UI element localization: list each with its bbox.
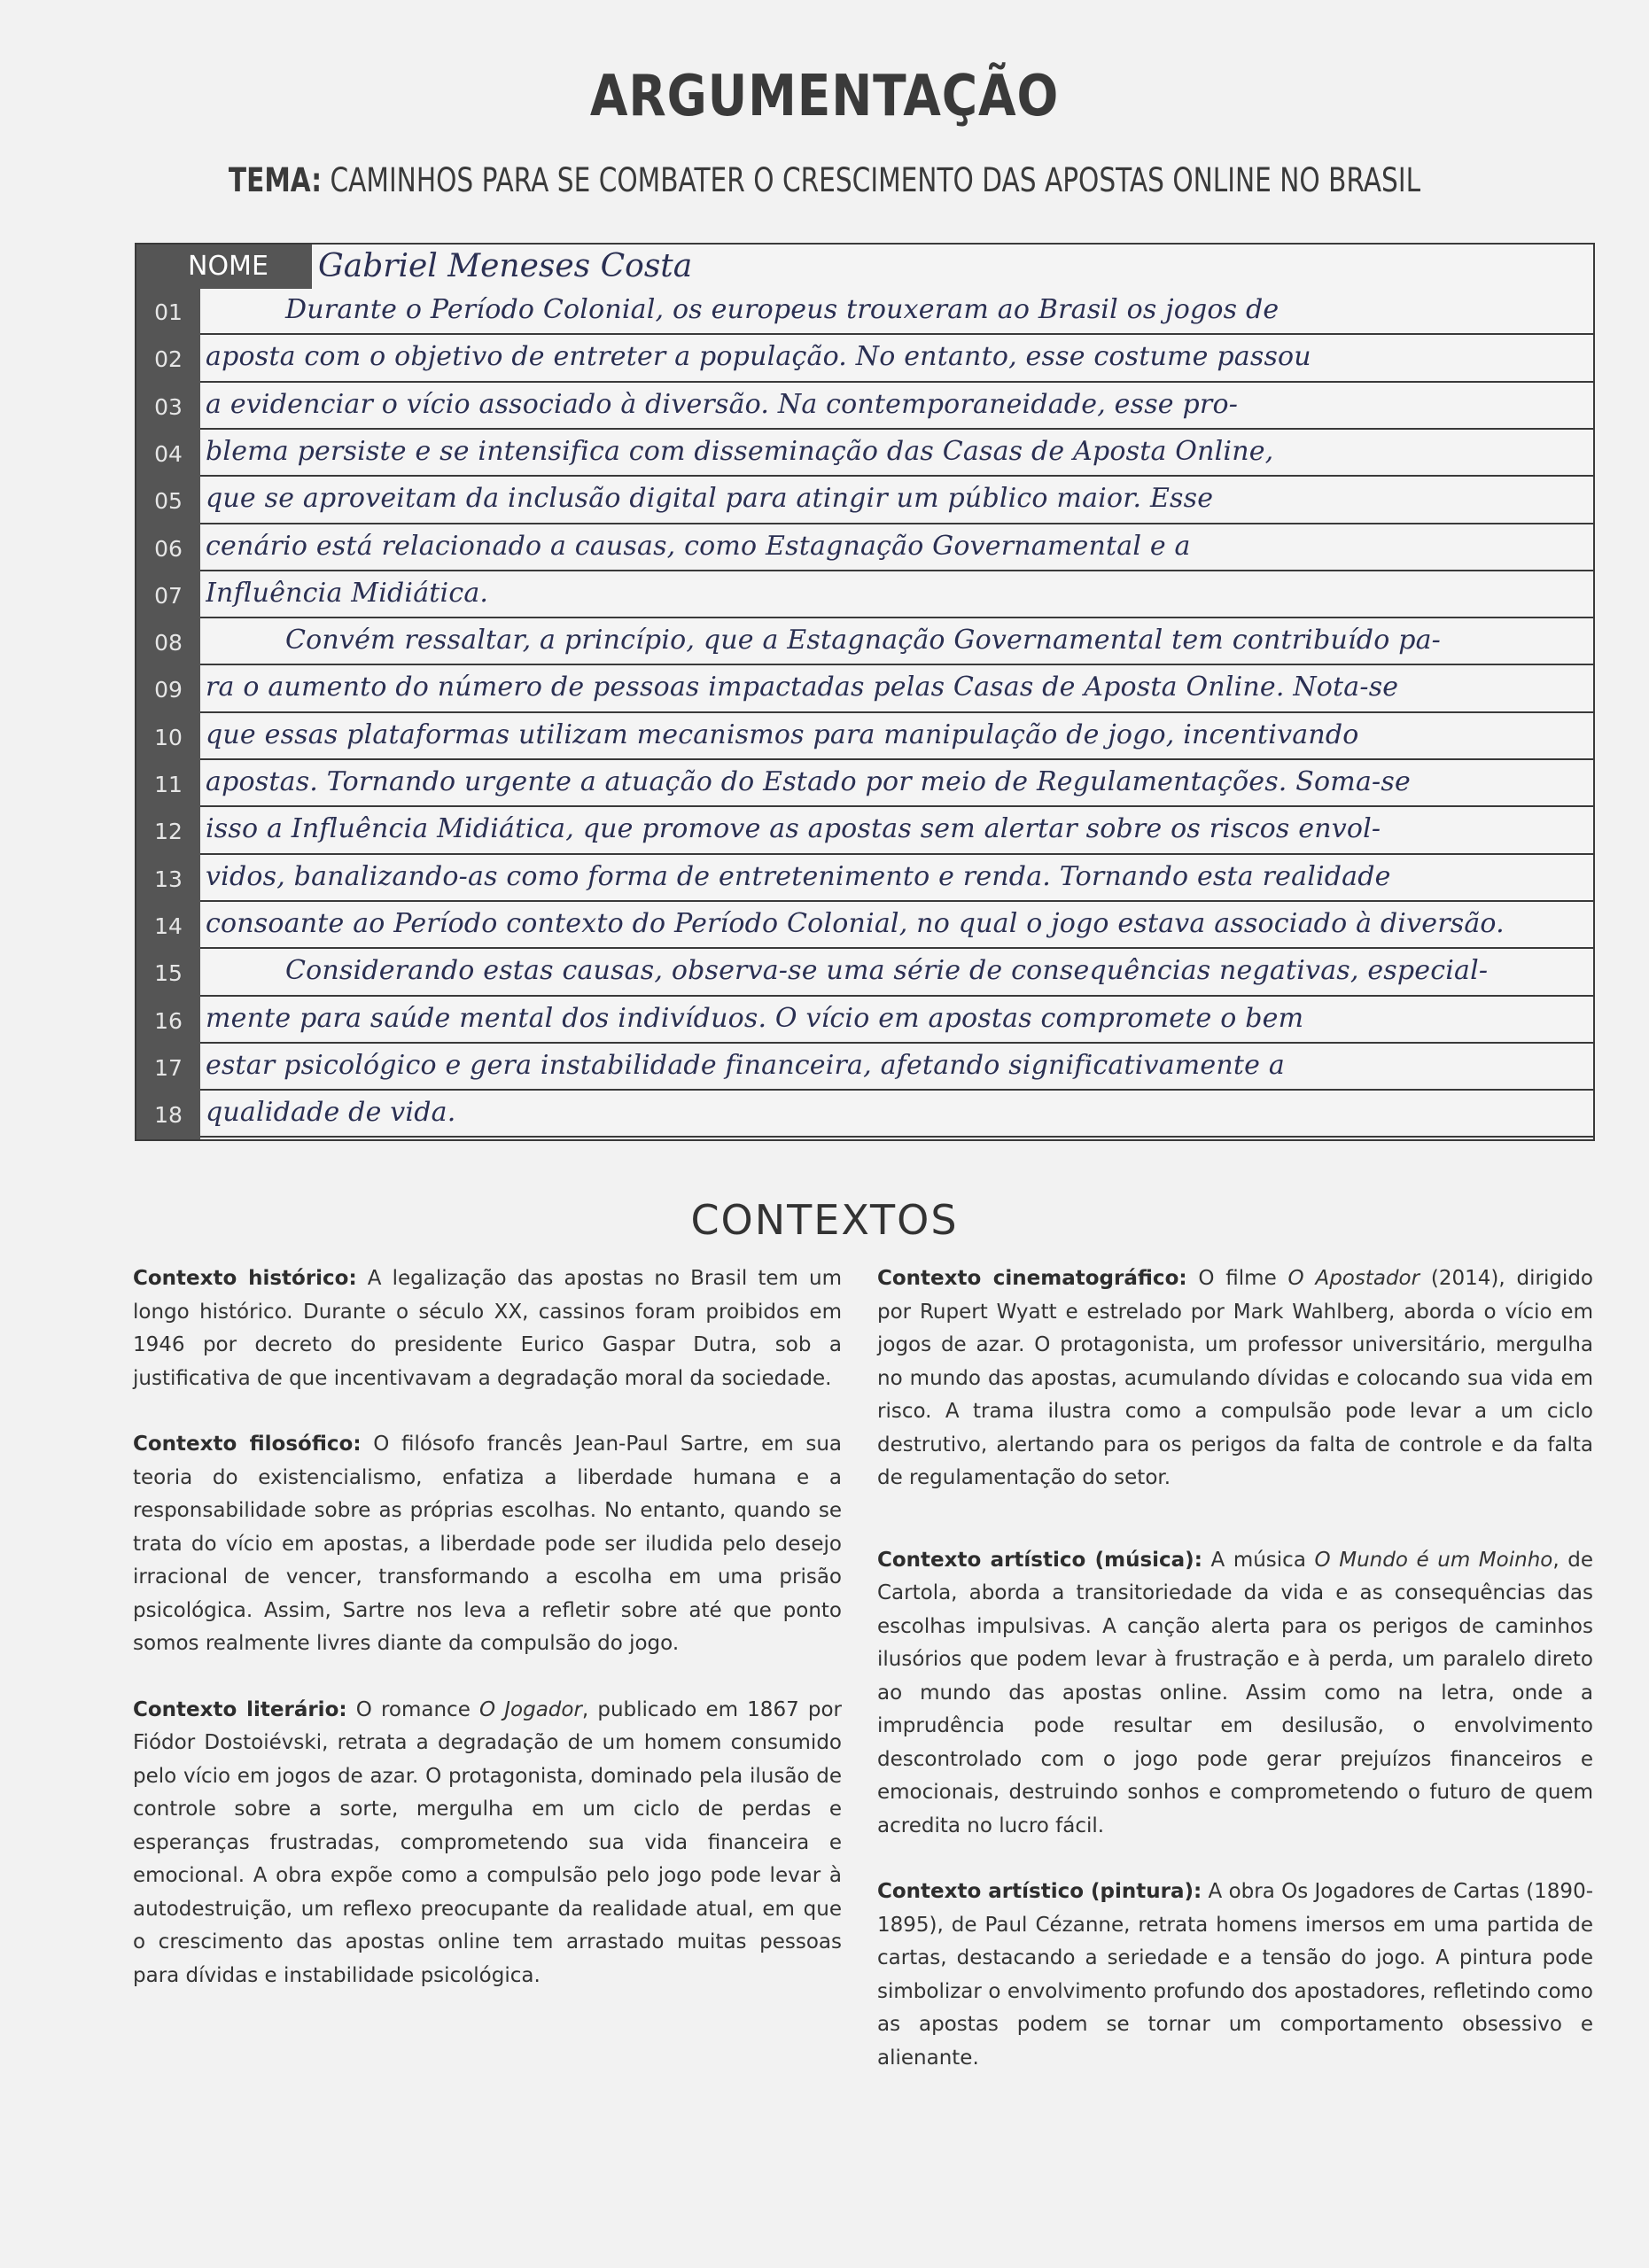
handwritten-line[interactable]: ra o aumento do número de pessoas impactadas pelas Casas de Aposta Online. Nota-se bbox=[206, 672, 1399, 703]
handwritten-line[interactable]: vidos, banalizando-as como forma de entretenimento e renda. Tornando esta realidade bbox=[206, 860, 1391, 892]
context-pre: O romance bbox=[346, 1697, 479, 1721]
context-text: , publicado em 1867 por Fiódor Dostoiévski, retrata a degradação de um homem consumido pelo vício em jogos de azar. O protagonista, dominado pela ilusão de controle sobre a sorte, mergulha em um ciclo de perdas e esperanças frustradas, comprometendo sua vida financeira e emocional. A obra expõe como a compulsão pelo jogo pode levar à autodestruição, um reflexo preocupante da realidade atual, em que o crescimento das apostas online tem arrastado muitas pessoas para dívidas e instabilidade psicológica. bbox=[133, 1697, 842, 1987]
ruled-line bbox=[200, 664, 1593, 665]
context-pintura bbox=[877, 1876, 1593, 2075]
line-number: 05 bbox=[154, 488, 183, 515]
line-number: 03 bbox=[154, 393, 183, 420]
line-number: 02 bbox=[154, 346, 183, 373]
context-label: Contexto histórico: bbox=[133, 1267, 357, 1290]
line-number: 09 bbox=[154, 677, 183, 703]
handwritten-line[interactable]: Influência Midiática. bbox=[206, 577, 489, 609]
theme-label: TEMA bbox=[228, 161, 312, 199]
handwritten-line[interactable]: a evidenciar o vício associado à diversão. Na contemporaneidade, esse pro- bbox=[206, 388, 1239, 420]
handwritten-line[interactable]: Convém ressaltar, a princípio, que a Estagnação Governamental tem contribuído pa- bbox=[285, 625, 1442, 656]
name-label: NOME bbox=[136, 245, 312, 289]
handwritten-line[interactable]: que se aproveitam da inclusão digital para atingir um público maior. Esse bbox=[206, 483, 1214, 515]
student-name[interactable]: Gabriel Meneses Costa bbox=[318, 248, 693, 284]
ruled-line bbox=[200, 570, 1593, 571]
ruled-line bbox=[200, 900, 1593, 902]
contexts-left-column bbox=[133, 1262, 842, 2025]
context-work-title: O Jogador bbox=[479, 1697, 582, 1721]
line-number: 16 bbox=[154, 1007, 183, 1034]
line-number: 08 bbox=[154, 630, 183, 656]
context-pre: O filme bbox=[1186, 1267, 1288, 1290]
ruled-line bbox=[200, 475, 1593, 477]
ruled-line bbox=[200, 523, 1593, 524]
line-number: 13 bbox=[154, 866, 183, 892]
ruled-line bbox=[200, 995, 1593, 997]
context-filosofico bbox=[133, 1428, 842, 1661]
page-title: ARGUMENTAÇÃO bbox=[589, 64, 1060, 129]
line-number: 06 bbox=[154, 535, 183, 562]
context-text: (2014), dirigido por Rupert Wyatt e estrelado por Mark Wahlberg, aborda o vício em jogos de azar. O protagonista, um professor universitário, mergulha no mundo das apostas, acumulando dívidas e colocando sua vida em risco. A trama ilustra como a compulsão pode levar a um ciclo destrutivo, alertando para os perigos da falta de controle e da falta de regulamentação do setor. bbox=[877, 1267, 1593, 1489]
context-work-title: O Apostador bbox=[1287, 1267, 1420, 1290]
ruled-line bbox=[200, 428, 1593, 430]
ruled-line bbox=[200, 805, 1593, 807]
ruled-line bbox=[200, 947, 1593, 949]
theme-separator: : bbox=[311, 161, 323, 199]
line-number: 07 bbox=[154, 582, 183, 609]
handwritten-line[interactable]: mente para saúde mental dos indivíduos. O vício em apostas compromete o bem bbox=[206, 1002, 1304, 1034]
contexts-right-column bbox=[877, 1262, 1593, 2108]
line-number: 01 bbox=[154, 299, 183, 325]
theme-text: CAMINHOS PARA SE COMBATER O CRESCIMENTO DAS APOSTAS ONLINE NO BRASIL bbox=[330, 161, 1421, 199]
context-work-title: O Mundo é um Moinho bbox=[1314, 1548, 1553, 1572]
ruled-line bbox=[200, 853, 1593, 855]
context-text: , de Cartola, aborda a transitoriedade da vida e as consequências das escolhas impulsivas. A canção alerta para os perigos de caminhos ilusórios que podem levar à frustração e à perda, um paralelo direto ao mundo das apostas online. Assim como na letra, onde a imprudência pode resultar em desilusão, o envolvimento descontrolado com o jogo pode gerar prejuízos financeiros e emocionais, destruindo sonhos e comprometendo o futuro de quem acredita no lucro fácil. bbox=[877, 1548, 1594, 1837]
ruled-line bbox=[200, 381, 1593, 383]
context-text: A obra Os Jogadores de Cartas (1890-1895), de Paul Cézanne, retrata homens imersos em uma partida de cartas, destacando a seriedade e a tensão do jogo. A pintura pode simbolizar o envolvimento profundo dos apostadores, refletindo como as apostas podem se tornar um comportamento obsessivo e alienante. bbox=[877, 1880, 1594, 2070]
context-historico bbox=[133, 1262, 842, 1395]
context-literario bbox=[133, 1694, 842, 1993]
handwritten-line[interactable]: blema persiste e se intensifica com disseminação das Casas de Aposta Online, bbox=[206, 435, 1274, 467]
theme-line bbox=[165, 161, 1484, 199]
handwritten-line[interactable]: estar psicológico e gera instabilidade financeira, afetando significativamente a bbox=[206, 1049, 1285, 1081]
ruled-line bbox=[200, 758, 1593, 760]
handwritten-line[interactable]: apostas. Tornando urgente a atuação do Estado por meio de Regulamentações. Soma-se bbox=[206, 766, 1411, 797]
handwritten-line[interactable]: Durante o Período Colonial, os europeus trouxeram ao Brasil os jogos de bbox=[285, 294, 1280, 325]
ruled-line bbox=[200, 1136, 1593, 1138]
contexts-heading: CONTEXTOS bbox=[690, 1196, 959, 1244]
line-number: 17 bbox=[154, 1054, 183, 1081]
handwritten-line[interactable]: consoante ao Período contexto do Período Colonial, no qual o jogo estava associado à diversão. bbox=[206, 907, 1505, 939]
handwritten-line[interactable]: aposta com o objetivo de entreter a população. No entanto, esse costume passou bbox=[206, 341, 1311, 373]
context-musica bbox=[877, 1544, 1593, 1844]
context-label: Contexto cinematográfico: bbox=[877, 1267, 1187, 1290]
handwritten-line[interactable]: qualidade de vida. bbox=[206, 1097, 456, 1129]
context-text: O filósofo francês Jean-Paul Sartre, em sua teoria do existencialismo, enfatiza a liberdade humana e a responsabilidade sobre as próprias escolhas. No entanto, quando se trata do vício em apostas, a liberdade pode ser iludida pelo desejo irracional de vencer, transformando a escolha em uma prisão psicológica. Assim, Sartre nos leva a refletir sobre até que ponto somos realmente livres diante da compulsão do jogo. bbox=[133, 1433, 842, 1655]
ruled-line bbox=[200, 333, 1593, 335]
context-text: A legalização das apostas no Brasil tem um longo histórico. Durante o século XX, cassinos foram proibidos em 1946 por decreto do presidente Eurico Gaspar Dutra, sob a justificativa de que incentivavam a degradação moral da sociedade. bbox=[133, 1267, 842, 1390]
context-label: Contexto artístico (música): bbox=[877, 1548, 1202, 1572]
line-number: 12 bbox=[154, 819, 183, 845]
handwritten-line[interactable]: que essas plataformas utilizam mecanismos para manipulação de jogo, incentivando bbox=[206, 718, 1359, 750]
handwritten-line[interactable]: cenário está relacionado a causas, como Estagnação Governamental e a bbox=[206, 530, 1191, 562]
ruled-line bbox=[200, 617, 1593, 618]
ruled-line bbox=[200, 1089, 1593, 1091]
ruled-line bbox=[200, 711, 1593, 713]
context-label: Contexto filosófico: bbox=[133, 1433, 362, 1456]
answer-sheet bbox=[135, 243, 1595, 1141]
line-number: 15 bbox=[154, 960, 183, 987]
line-number: 11 bbox=[154, 772, 183, 797]
context-pre: A música bbox=[1202, 1548, 1315, 1572]
line-number: 18 bbox=[154, 1102, 183, 1129]
line-number: 14 bbox=[154, 913, 183, 939]
context-label: Contexto artístico (pintura): bbox=[877, 1880, 1202, 1903]
handwritten-line[interactable]: Considerando estas causas, observa-se uma série de consequências negativas, especial- bbox=[285, 955, 1489, 987]
context-cinematografico bbox=[877, 1262, 1593, 1495]
context-label: Contexto literário: bbox=[133, 1697, 347, 1721]
ruled-line bbox=[200, 1042, 1593, 1044]
line-number: 10 bbox=[154, 724, 183, 750]
handwritten-line[interactable]: isso a Influência Midiática, que promove as apostas sem alertar sobre os riscos envol- bbox=[206, 813, 1381, 845]
line-number: 04 bbox=[154, 440, 183, 467]
